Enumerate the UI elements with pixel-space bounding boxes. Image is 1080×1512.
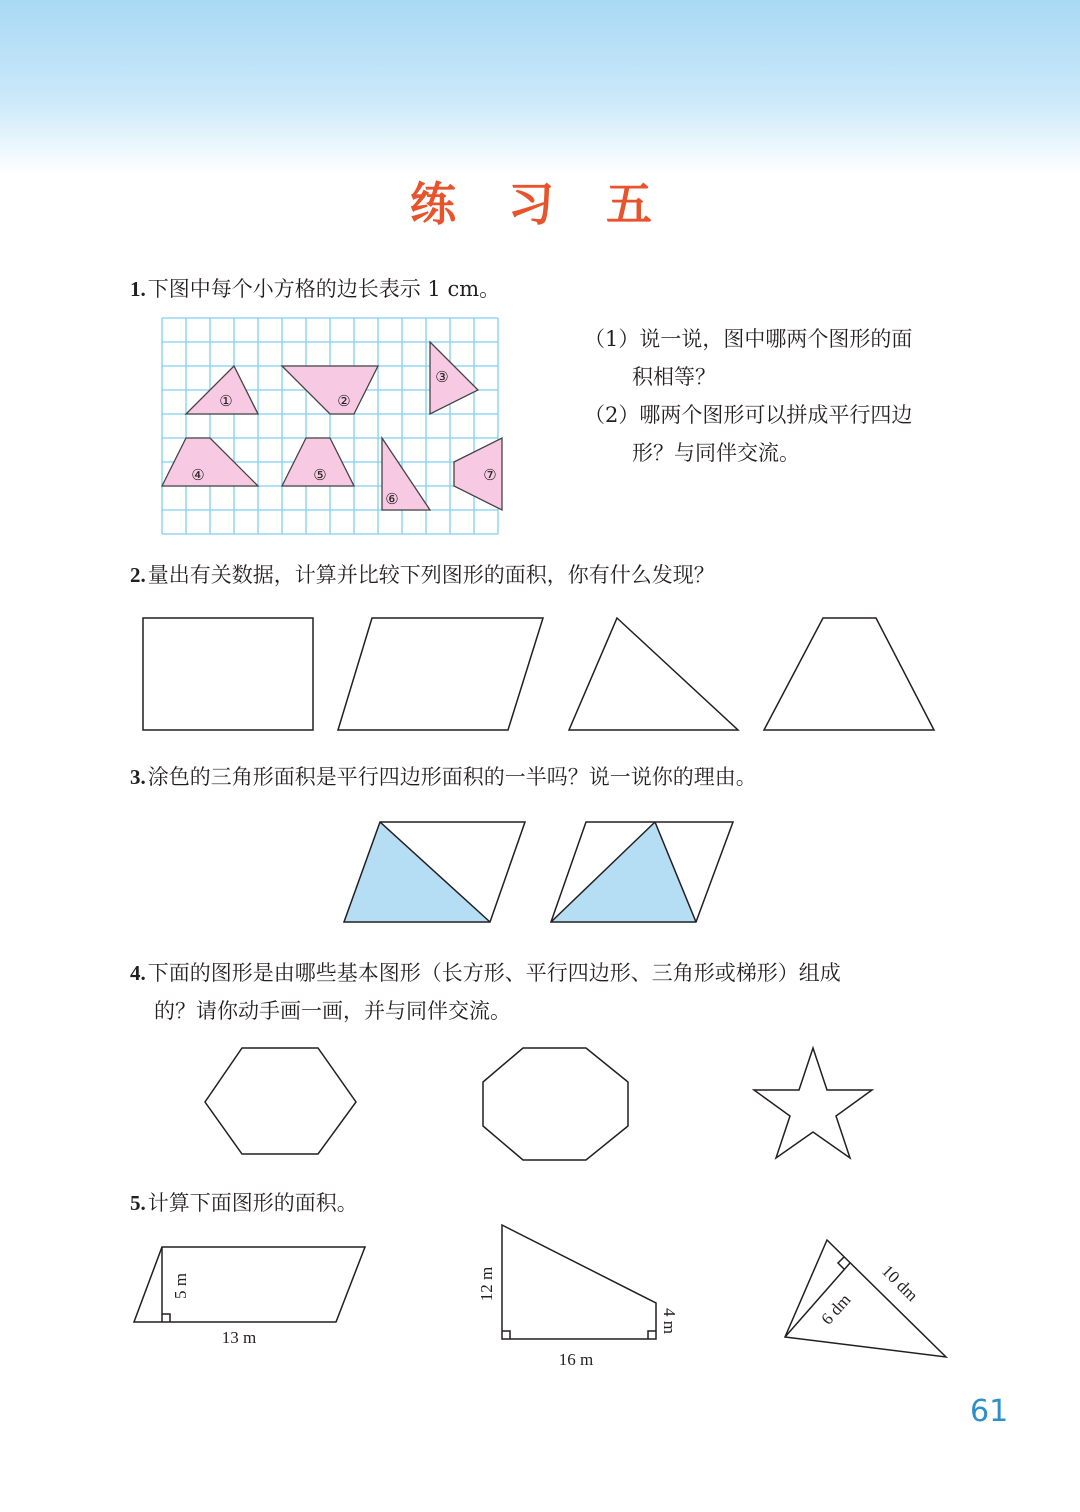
shape-label-4: ④ [191, 468, 205, 484]
right-angle-mark [838, 1257, 844, 1269]
triangle-side-label: 10 dm [877, 1261, 922, 1306]
trapezoid-shape [764, 618, 934, 730]
question-number: 4. [130, 961, 146, 985]
parallelogram-base-label: 13 m [221, 1328, 257, 1347]
question-text: 下图中每个小方格的边长表示 1 cm。 [147, 277, 501, 301]
question-text: 计算下面图形的面积。 [147, 1191, 358, 1215]
right-angle-mark [648, 1331, 656, 1339]
question-text-line-1: 下面的图形是由哪些基本图形（长方形、平行四边形、三角形或梯形）组成 [147, 961, 841, 985]
shape-label-2: ② [337, 394, 351, 410]
question-number: 2. [130, 563, 146, 587]
parallelogram-figure [134, 1247, 365, 1322]
right-angle-mark [162, 1314, 170, 1322]
right-angle-mark [502, 1331, 510, 1339]
question-4 [130, 954, 841, 1030]
sub-question-2-line-1: （2）哪两个图形可以拼成平行四边 [584, 403, 913, 427]
q1-sub-questions [584, 320, 964, 472]
shape-label-7: ⑦ [483, 468, 497, 484]
shape-label-3: ③ [435, 370, 449, 386]
trapezoid-right-label: 4 m [660, 1308, 679, 1334]
shape-label-1: ① [219, 394, 233, 410]
hexagon-shape [205, 1048, 356, 1154]
question-text-line-2: 的？请你动手画一画，并与同伴交流。 [154, 999, 511, 1023]
question-number: 1. [130, 277, 146, 301]
page-title: 练 习 五 [409, 177, 671, 231]
header-band [0, 0, 1080, 175]
parallelogram-height-label: 5 m [171, 1273, 190, 1299]
sub-question-2-line-2: 形？与同伴交流。 [632, 441, 800, 465]
page-number: 61 [970, 1394, 1009, 1429]
question-text: 涂色的三角形面积是平行四边形面积的一半吗？说一说你的理由。 [147, 765, 757, 789]
trapezoid-left-label: 12 m [477, 1266, 496, 1302]
triangle-figure [785, 1240, 946, 1357]
trapezoid-bottom-label: 16 m [558, 1350, 594, 1369]
triangle-shape [569, 618, 738, 730]
sub-question-1-line-2: 积相等？ [632, 365, 716, 389]
rectangle-shape [143, 618, 313, 730]
q2-shapes [0, 600, 1080, 740]
octagon-shape [483, 1048, 628, 1160]
q5-figures [0, 1215, 1080, 1375]
shaded-triangle-2 [551, 822, 696, 922]
shape-label-6: ⑥ [385, 492, 399, 508]
q4-shapes [0, 1040, 1080, 1170]
q3-parallelograms [0, 810, 1080, 930]
question-text: 量出有关数据，计算并比较下列图形的面积，你有什么发现？ [147, 563, 715, 587]
star-shape [754, 1048, 872, 1158]
parallelogram-shape [338, 618, 543, 730]
trapezoid-figure [502, 1225, 656, 1339]
question-2 [130, 556, 715, 594]
sub-question-1-line-1: （1）说一说，图中哪两个图形的面 [584, 327, 913, 351]
question-3 [130, 758, 757, 796]
grid-figure [160, 316, 506, 538]
question-number: 5. [130, 1191, 146, 1215]
question-number: 3. [130, 765, 146, 789]
triangle-height-label: 6 dm [817, 1290, 855, 1329]
grid-lines [162, 318, 498, 534]
question-1 [130, 270, 500, 308]
shaded-triangle-1 [344, 822, 490, 922]
shape-label-5: ⑤ [313, 468, 327, 484]
